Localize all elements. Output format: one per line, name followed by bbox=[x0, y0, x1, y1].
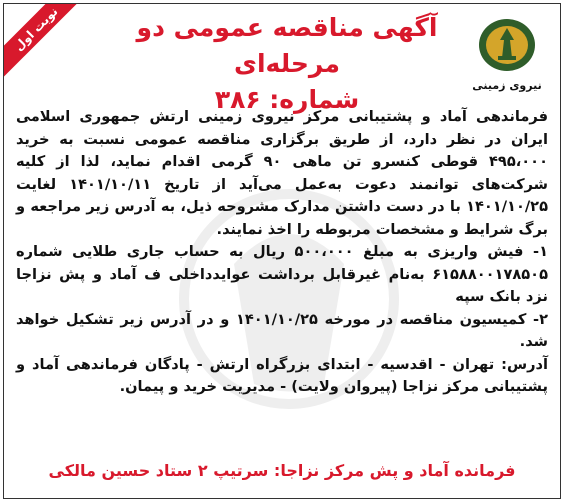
army-ground-force-logo bbox=[472, 16, 542, 92]
notice-body bbox=[16, 106, 548, 399]
address-paragraph: آدرس: تهران - اقدسیه - ابتدای بزرگراه ارتش - پادگان فرماندهی آماد و پشتیبانی مرکز نزاجا (پیروان ولایت) - مدیریت خرید و پیمان. bbox=[16, 355, 548, 395]
notice-number: شماره: ۳۸۶ bbox=[214, 85, 360, 114]
signature-line: فرمانده آماد و پش مرکز نزاجا: سرتیپ ۲ ستاد حسین مالکی bbox=[48, 461, 516, 480]
notice-title-block bbox=[114, 10, 460, 118]
requirement-item-1: ۱- فیش واریزی به مبلغ ۵۰۰،۰۰۰ ریال به حساب جاری طلایی شماره ۶۱۵۸۸۰۰۱۷۸۵۰۵ به‌نام غیرقابل برداشت عوایدداخلی ف آماد و پش نزاجا نزد بانک سپه bbox=[16, 243, 548, 305]
first-publication-ribbon: نوبت اول bbox=[3, 3, 86, 79]
intro-paragraph: فرماندهی آماد و پشتیبانی مرکز نیروی زمینی ارتش جمهوری اسلامی ایران در نظر دارد، از طریق برگزاری مناقصه عمومی نسبت به خرید ۴۹۵،۰۰۰ قوطی کنسرو تن ماهی ۹۰ گرمی اقدام نماید، لذا از کلیه شرکت‌های توانمند دعوت به‌عمل می‌آید از تاریخ ۱۴۰۱/۱۰/۱۱ لغایت ۱۴۰۱/۱۰/۲۵ با در دست داشتن مدارک مشروحه ذیل، به آدرس زیر مراجعه و برگ شرایط و مشخصات مربوطه را اخذ نمایند. bbox=[16, 108, 548, 238]
notice-frame bbox=[3, 3, 561, 499]
logo-caption: نیروی زمینی bbox=[472, 79, 542, 92]
emblem-icon bbox=[476, 16, 538, 74]
notice-title: آگهی مناقصه عمومی دو مرحله‌ای bbox=[136, 13, 438, 78]
requirement-item-2: ۲- کمیسیون مناقصه در مورخه ۱۴۰۱/۱۰/۲۵ و در آدرس زیر تشکیل خواهد شد. bbox=[16, 310, 548, 350]
